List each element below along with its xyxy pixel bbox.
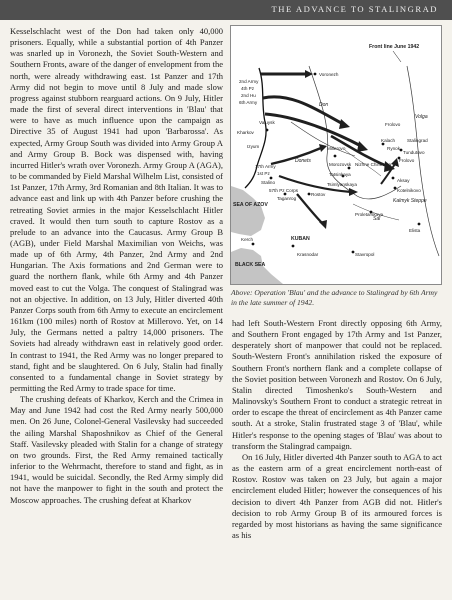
place-label: Krasnodar xyxy=(297,252,319,257)
paragraph: Kesselschlacht west of the Don had taken only 40,000 prisoners. Equally, while a substantial portion of 4th Panzer was snarled up in Voronezh, the Soviet South-Western and Southern Fronts, aware of the danger of envelopment from the north, were already withdrawing east. 1st Panzer and 17th Army did not begin to move until 8 July and made slow progress against stubborn rearguard actions. On 9 July, Hitler made the first of several direct interventions in 'Blau' that were to have as much influence upon the campaign as Directive 35 of August 1941 had upon 'Barbarossa'. As expected, Army Group South was divided into Army Group A and Army Group B. Bock was dispensed with, having incurred Hitler's wrath over Voronezh. Army Group A (AGA), to be commanded by Field Marshal Wilhelm List, consisted of 1st Panzer, 17th Army, 3rd Romanian and 8th Italian. It was to advance east and link up with 4th Panzer before crushing the retreating Soviet armies in the major Kesselschlacht Hitler craved. It would then turn south to capture Rostov as a prelude to an advance into the Caucasus. Army Group B (AGB), under Field Marshal Maximilian von Weichs, was made up of 6th Army, 4th Panzer, 2nd Army and 2nd Hungarian. The Axis formations and 2nd German were to guard the northern flank, while 6th Army and 4th Panzer moved east to cut the Volga. The conquest of Stalingrad was not an objective. In addition, on 13 July, Hitler diverted 40th Panzer Corps south from 6th Army to execute an encirclement 161km (100 miles) north of Rostov at Millerovo. Yet, on 14 July, the Germans netted a paltry 14,000 prisoners. The Soviets had already withdrawn east in relatively good order. In contrast to 1941, the Red Army was no longer prepared to stand, fight and be slaughtered. On 6 July, Stalin had finally consented to a fundamental change in Soviet strategy by permitting the Red Army to trade space for time. xyxy=(10,26,223,393)
place-label: Proletarskaya xyxy=(355,212,384,217)
leader-line xyxy=(393,51,401,62)
place-label: Frolovo xyxy=(399,158,415,163)
river-label: Donets xyxy=(295,158,311,164)
page-header xyxy=(0,0,452,20)
place-label: Kalach xyxy=(381,138,396,143)
arrow-head xyxy=(305,70,313,78)
paragraph: On 16 July, Hitler diverted 4th Panzer south to AGA to act as the eastern arm of a great encirclement north-east of Rostov. Rostov was taken on 23 July, but again a major encirclement eluded Hitler; however the consequences of his decision to divert 4th Panzer from AGB did not. Hitler's decision to rob Army Group B of its armoured forces is regarded by most historians as having the same significance as his xyxy=(232,451,442,540)
place-label: Morozovsk xyxy=(329,162,352,167)
place-label: Kharkov xyxy=(237,130,254,135)
army-label: 2nd Hu xyxy=(241,93,256,98)
army-label: 57th Pz Corps xyxy=(269,188,299,193)
place-label: Izyum xyxy=(247,144,260,149)
place-label: Stalino xyxy=(261,180,276,185)
place-label: Taganrog xyxy=(277,196,297,201)
place-label: Stalingrad xyxy=(407,138,428,143)
arrow-head xyxy=(349,188,358,196)
arrow-head xyxy=(319,144,327,152)
place-label: Voronezh xyxy=(319,72,339,77)
army-label: 1st Pz xyxy=(257,171,270,176)
army-label: 2nd Army xyxy=(239,79,259,84)
place-label: Rynok xyxy=(387,146,401,151)
place-label: Kerch xyxy=(241,237,254,242)
advance-arrow xyxy=(263,97,343,124)
operation-blau-map xyxy=(230,25,442,285)
place-label: Millerovo xyxy=(327,146,346,151)
region-label: SEA OF AZOV xyxy=(233,202,268,208)
arrow-head xyxy=(339,119,350,129)
paragraph: The crushing defeats of Kharkov, Kerch and the Crimea in May and June 1942 had cost the Red Army nearly 500,000 men. On 26 June, Colonel-General Vasilevsky had succeeded the ailing Marshal Shaposhnikov as Chief of the General Staff. Vasilevsky pleaded with Stalin for a change of strategy on two grounds. First, the Red Army remained tactically inferior to the Wehrmacht, therefore to stand and fight, as in 1941, would be suicidal. Secondly, the Red Army simply did not have the manpower to fight in the south and protect the Moscow approaches. The crushing defeat at Kharkov xyxy=(10,394,223,505)
place-label: Kotelnikovo xyxy=(397,188,421,193)
front-line-label: Front line June 1942 xyxy=(369,44,420,50)
river-label: Don xyxy=(319,102,329,108)
sea-of-azov xyxy=(231,186,265,236)
place-label: Valuysk xyxy=(259,120,275,125)
place-label: Tsimlyanskaya xyxy=(327,182,357,187)
map-caption: Above: Operation 'Blau' and the advance to Stalingrad by 6th Army in the late summer of 1942. xyxy=(231,288,438,307)
right-column xyxy=(232,318,442,541)
running-title: THE ADVANCE TO STALINGRAD xyxy=(271,4,438,14)
army-label: 17th Army xyxy=(255,164,276,169)
place-label: Frolovo xyxy=(385,122,401,127)
paragraph: had left South-Western Front directly opposing 6th Army, and Southern Front engaged by 17th Army and 1st Panzer, desperately short of manpower that could not be replaced. South-Western Front's annihilation risked the exposure of Southern Front's northern flank and a complete collapse of the Soviet position between Voronezh and Rostov. On 6 July, Stalin directed Timoshenko's South-Western and Malinovsky's Southern Front to conduct a strategic retreat in order to escape the threat of encirclement as 4th Panzer came south. At a stroke, Stalin frustrated stage 3 of 'Blau', while Hitler's response to the opening stages of 'Blau' was about to transform the Stalingrad campaign. xyxy=(232,318,442,451)
left-column xyxy=(10,26,223,506)
army-label: 4th Pz xyxy=(241,86,255,91)
place-label: Rostov xyxy=(311,192,326,197)
arrow-head xyxy=(357,141,368,152)
place-label: Stavropol xyxy=(355,252,375,257)
place-label: Nizhne Chirskaya xyxy=(355,162,391,167)
region-label: BLACK SEA xyxy=(235,262,266,268)
place-label: Tundutovo xyxy=(403,150,425,155)
region-label: KUBAN xyxy=(291,236,310,242)
advance-arrow xyxy=(265,114,361,146)
place-label: Tatsinkaya xyxy=(329,172,351,177)
river-label: Sal xyxy=(373,216,381,222)
place-label: Aksay xyxy=(397,178,410,183)
river-label: Volga xyxy=(415,114,428,120)
region-label: Kalmyk Steppe xyxy=(393,198,427,204)
don-river xyxy=(309,66,401,199)
army-label: 6th Army xyxy=(239,100,258,105)
map-svg xyxy=(231,26,441,284)
place-label: Elista xyxy=(409,228,421,233)
advance-arrow xyxy=(297,194,323,224)
